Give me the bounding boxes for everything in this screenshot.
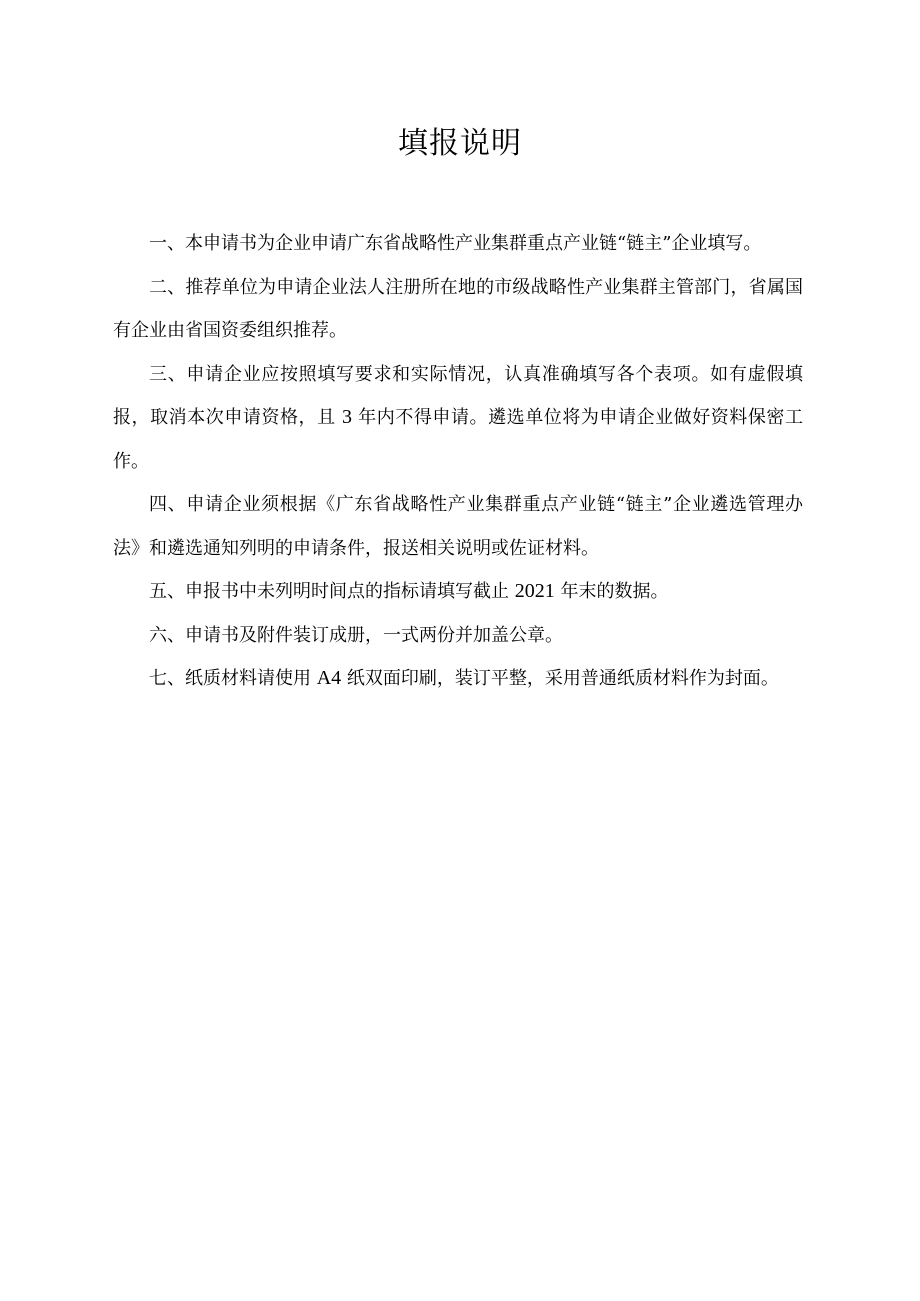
- paragraph-text: 四、申请企业须根据《广东省战略性产业集群重点产业链“链主”企业遴选管理办法》和遴选通知列明的申请条件，报送相关说明或佐证材料。: [113, 494, 803, 559]
- instruction-paragraph-4: [113, 483, 803, 570]
- paragraph-text: 五、申报书中未列明时间点的指标请填写截止: [149, 581, 515, 602]
- paragraph-text: 年末的数据。: [554, 581, 669, 602]
- instructions-body: [113, 222, 803, 701]
- instruction-paragraph-1: [113, 222, 803, 266]
- paragraph-text: 年内不得申请。遴选单位将为申请企业做好资料保密工作。: [113, 407, 803, 472]
- page-title: 填报说明: [398, 126, 522, 161]
- paragraph-text: 一、本申请书为企业申请广东省战略性产业集群重点产业链“链主”企业填写。: [149, 233, 762, 254]
- instruction-paragraph-2: [113, 266, 803, 353]
- paragraph-text: 三、申请企业应按照填写要求和实际情况，认真准确填写各个表项。如有虚假填报，取消本次申请资格，且: [113, 363, 803, 428]
- instruction-paragraph-5: [113, 570, 803, 614]
- instruction-paragraph-6: [113, 614, 803, 658]
- paragraph-number: 3: [341, 406, 352, 428]
- paragraph-text: 纸双面印刷，装订平整，采用普通纸质材料作为封面。: [341, 668, 779, 689]
- paragraph-text: 二、推荐单位为申请企业法人注册所在地的市级战略性产业集群主管部门，省属国有企业由省国资委组织推荐。: [113, 276, 803, 341]
- instruction-paragraph-7: [113, 657, 803, 701]
- paragraph-number: A4: [316, 667, 342, 689]
- paragraph-text: 六、申请书及附件装订成册，一式两份并加盖公章。: [149, 624, 563, 646]
- paragraph-number: 2021: [514, 580, 555, 602]
- paragraph-text: 七、纸质材料请使用: [149, 668, 317, 689]
- instruction-paragraph-3: [113, 353, 803, 484]
